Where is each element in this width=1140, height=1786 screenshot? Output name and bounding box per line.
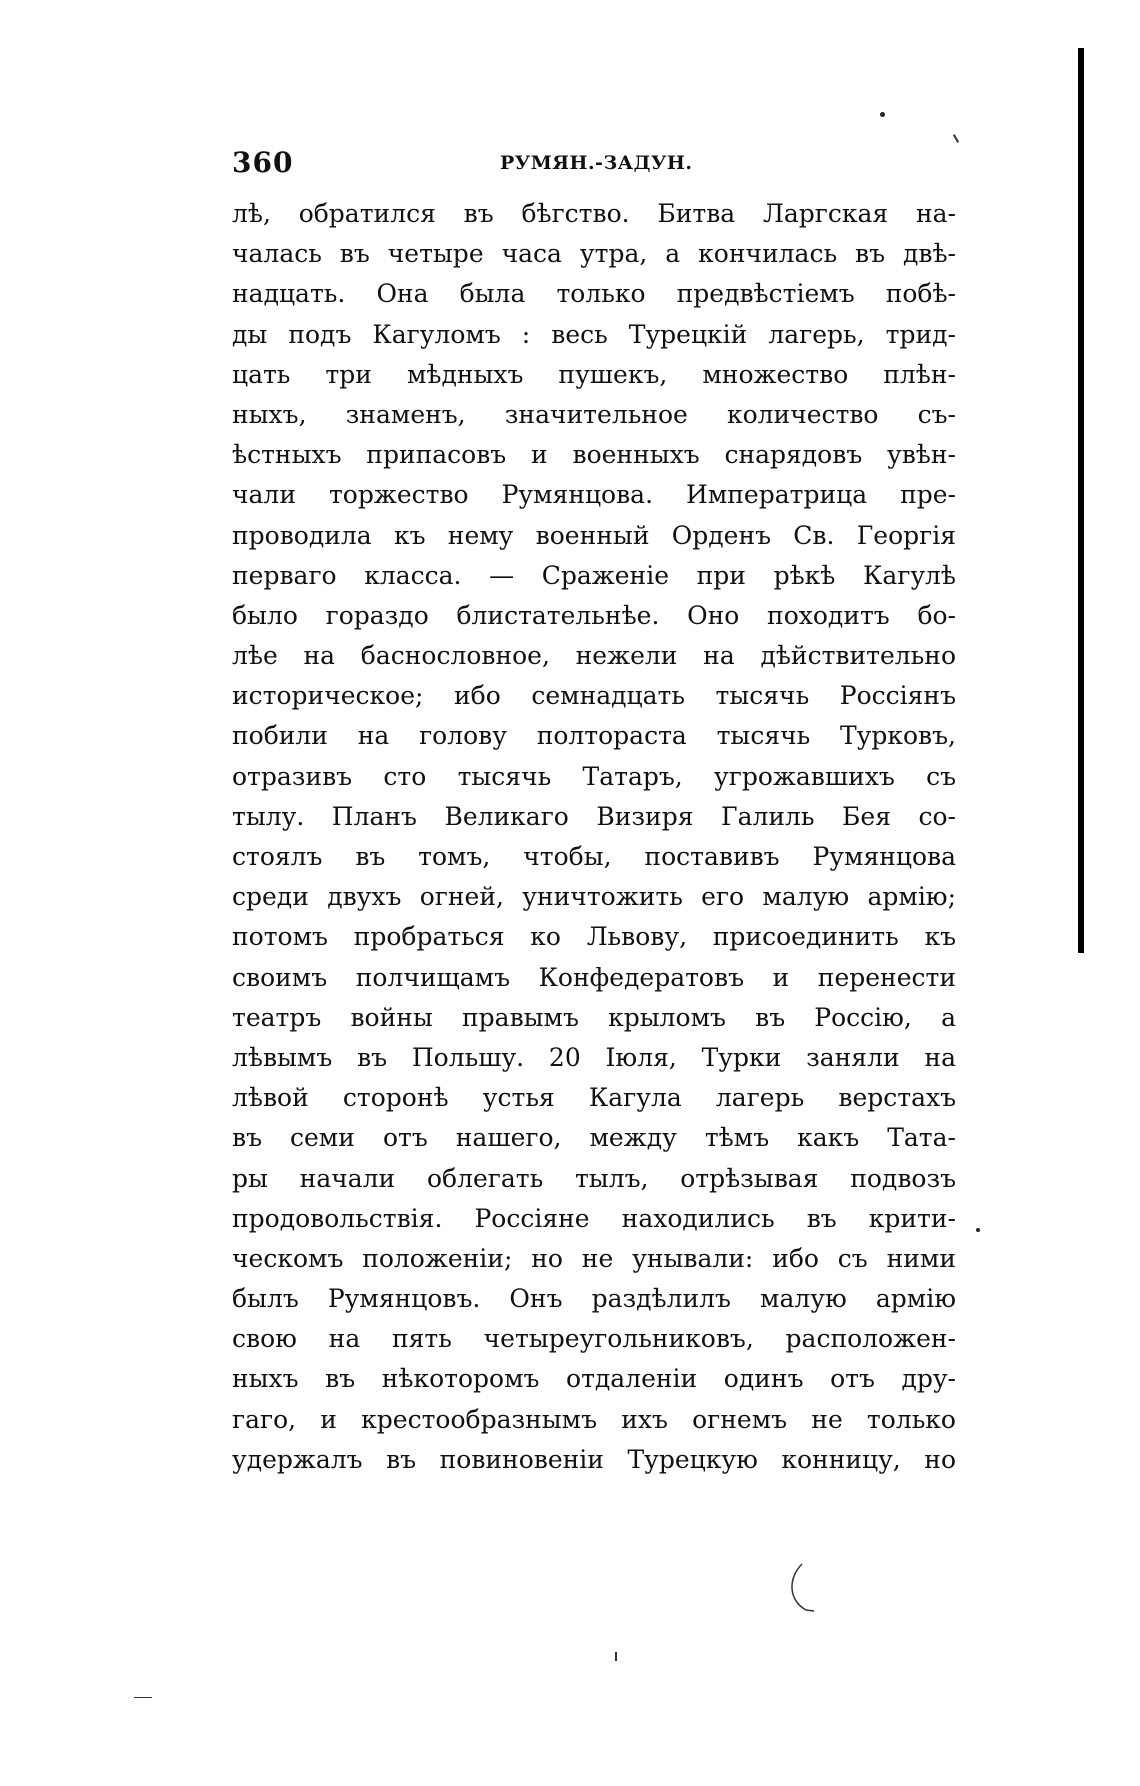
text-line: чалась въ четыре часа утра, а кончилась въ двѣ-	[232, 239, 956, 269]
text-line: проводила къ нему военный Орденъ Св. Георгія	[232, 520, 956, 550]
text-line: потомъ пробраться ко Львову, присоединить къ	[232, 922, 956, 952]
text-line: ды подъ Кагуломъ : весь Турецкій лагерь, трид-	[232, 319, 956, 349]
text-line: тылу. Планъ Великаго Визиря Галиль Бея со-	[232, 801, 956, 831]
scan-arc-mark	[784, 1560, 824, 1620]
text-line: историческое; ибо семнадцать тысячь Россіянъ	[232, 681, 956, 711]
text-line: ѣстныхъ припасовъ и военныхъ снарядовъ увѣн-	[232, 440, 956, 470]
text-line: лѣ, обратился въ бѣгство. Битва Ларгская на-	[232, 199, 956, 228]
text-line: въ семи отъ нашего, между тѣмъ какъ Тата-	[232, 1123, 956, 1153]
scan-mark	[953, 134, 959, 143]
text-line: чали торжество Румянцова. Императрица пре-	[232, 480, 956, 510]
text-line: побили на голову полтораста тысячь Турковъ,	[232, 721, 956, 751]
scan-mark	[615, 1652, 617, 1661]
text-line: театръ войны правымъ крыломъ въ Россію, а	[232, 1002, 956, 1032]
scan-speck	[880, 112, 885, 117]
page-header	[232, 146, 972, 186]
text-line: надцать. Она была только предвѣстіемъ побѣ-	[232, 279, 956, 309]
text-line: было гораздо блистательнѣе. Оно походитъ бо-	[232, 600, 956, 630]
text-line: лѣвой сторонѣ устья Кагула лагерь верстахъ	[232, 1083, 956, 1113]
text-line: ныхъ въ нѣкоторомъ отдаленіи одинъ отъ дру-	[232, 1364, 956, 1394]
text-line: ныхъ, знаменъ, значительное количество съ-	[232, 399, 956, 429]
text-line: своимъ полчищамъ Конфедератовъ и перенести	[232, 962, 956, 992]
text-line: среди двухъ огней, уничтожить его малую армію;	[232, 882, 956, 912]
scan-speck	[976, 1228, 980, 1232]
page-edge-rule	[1078, 48, 1084, 953]
text-line: былъ Румянцовъ. Онъ раздѣлилъ малую армію	[232, 1284, 956, 1314]
running-head: РУМЯН.-ЗАДУН.	[500, 152, 693, 174]
text-line: отразивъ сто тысячь Татаръ, угрожавшихъ съ	[232, 761, 956, 791]
body-text	[232, 194, 956, 1480]
text-line: ры начали облегать тылъ, отрѣзывая подвозъ	[232, 1163, 956, 1193]
text-line: свою на пять четыреугольниковъ, расположен-	[232, 1324, 956, 1354]
text-line: удержалъ въ повиновеніи Турецкую конницу, но	[232, 1444, 956, 1474]
text-line: ческомъ положеніи; но не унывали: ибо съ ними	[232, 1243, 956, 1273]
scan-mark	[134, 1697, 152, 1698]
text-line: продовольствія. Россіяне находились въ крити-	[232, 1203, 956, 1233]
page-number: 360	[232, 146, 294, 179]
text-line: стоялъ въ томъ, чтобы, поставивъ Румянцова	[232, 842, 956, 871]
text-line: гаго, и крестообразнымъ ихъ огнемъ не только	[232, 1404, 956, 1434]
text-line: цать три мѣдныхъ пушекъ, множество плѣн-	[232, 359, 956, 389]
text-line: лѣе на баснословное, нежели на дѣйствительно	[232, 641, 956, 671]
text-line: перваго класса. — Сраженіе при рѣкѣ Кагулѣ	[232, 560, 956, 590]
text-line: лѣвымъ въ Польшу. 20 Іюля, Турки заняли на	[232, 1042, 956, 1072]
